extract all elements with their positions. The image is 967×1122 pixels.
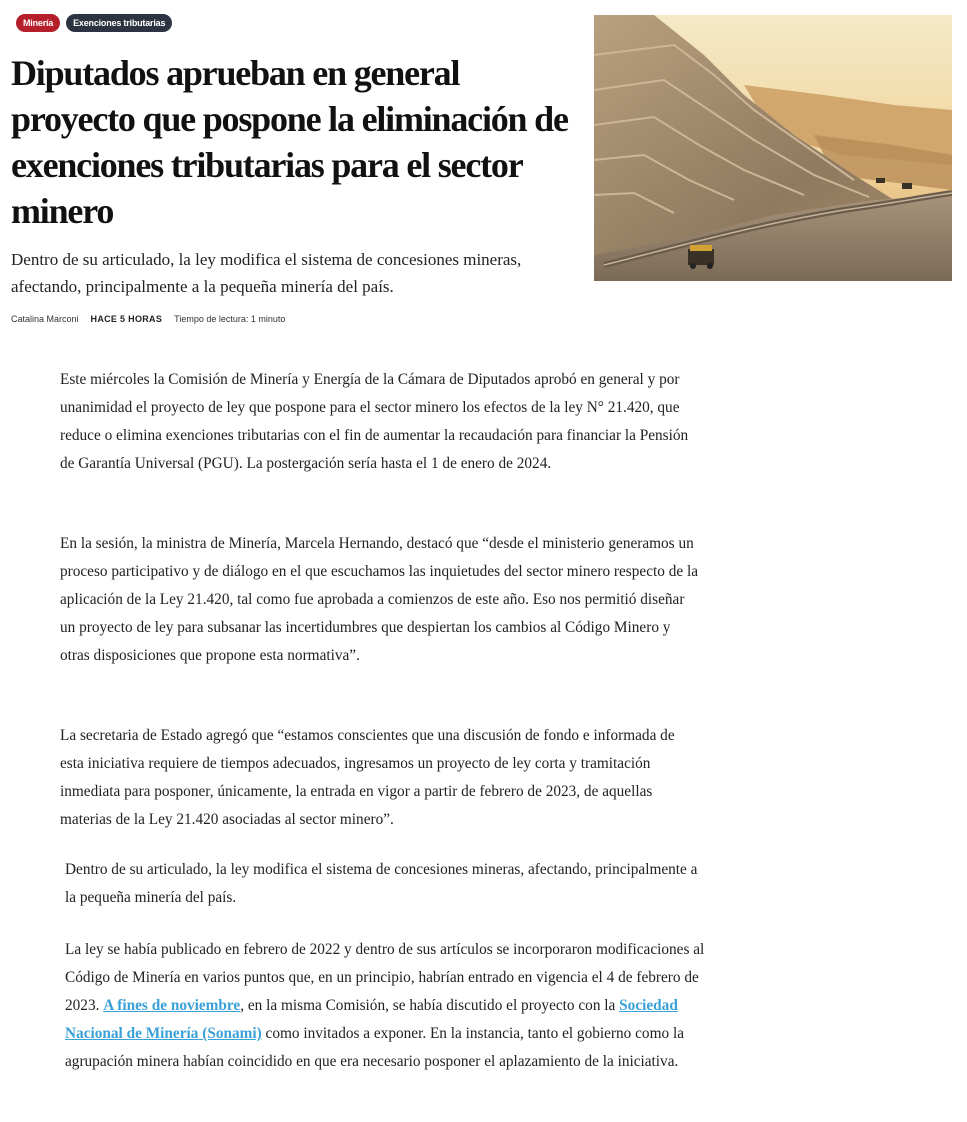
hero-image [594, 15, 952, 281]
open-pit-mine-photo-icon [594, 15, 952, 281]
reading-time: Tiempo de lectura: 1 minuto [174, 314, 286, 324]
paragraph-5-text-a: La ley se había publicado en febrero de 2022 y dentro de sus artículos se incorporaron modificaciones al Código de Minería en varios puntos que, en un principio, habrían entrado en vigencia el 4 de febrero de 2023. [65, 941, 705, 1014]
paragraph-4: Dentro de su articulado, la ley modifica el sistema de concesiones mineras, afectando, principalmente a la pequeña minería del país. [65, 861, 698, 906]
link-sonami[interactable]: Sociedad Nacional de Minería (Sonami) [65, 997, 678, 1042]
paragraph-3: La secretaria de Estado agregó que “estamos conscientes que una discusión de fondo e informada de esta iniciativa requiere de tiempos adecuados, ingresamos un proyecto de ley corta y tramitación inmediata para posponer, únicamente, la entrada en vigor a partir de febrero de 2023, de aquellas materias de la Ley 21.420 asociadas al sector minero”. [60, 727, 675, 828]
headline: Diputados aprueban en general proyecto que pospone la eliminación de exenciones tributarias para el sector minero [11, 53, 568, 231]
tag-mineria[interactable]: Minería [16, 14, 60, 32]
paragraph-5-text-c: como invitados a exponer. En la instancia, tanto el gobierno como la agrupación minera habían coincidido en que era necesario posponer el aplazamiento de la iniciativa. [65, 1025, 684, 1070]
paragraph-1: Este miércoles la Comisión de Minería y Energía de la Cámara de Diputados aprobó en general y por unanimidad el proyecto de ley que pospone para el sector minero los efectos de la ley N° 21.420, que reduce o elimina exenciones tributarias con el fin de aumentar la recaudación para financiar la Pensión de Garantía Universal (PGU). La postergación sería hasta el 1 de enero de 2024. [60, 371, 689, 472]
category-tags [16, 14, 172, 32]
lede: Dentro de su articulado, la ley modifica el sistema de concesiones mineras, afectando, principalmente a la pequeña minería del país. [11, 250, 522, 296]
link-fines-de-noviembre[interactable]: A fines de noviembre [103, 997, 241, 1014]
author-name[interactable]: Catalina Marconi [11, 314, 79, 324]
paragraph-2: En la sesión, la ministra de Minería, Marcela Hernando, destacó que “desde el ministerio generamos un proceso participativo y de diálogo en el que escuchamos las inquietudes del sector minero respecto de la aplicación de la Ley 21.420, tal como fue aprobada a comienzos de este año. Eso nos permitió diseñar un proyecto de ley para subsanar las incertidumbres que despiertan los cambios al Código Minero y otras disposiciones que propone esta normativa”. [60, 535, 699, 664]
time-ago: HACE 5 HORAS [90, 314, 163, 324]
byline [11, 314, 285, 324]
paragraph-5-text-b: , en la misma Comisión, se había discutido el proyecto con la [240, 997, 620, 1014]
paragraph-5 [65, 936, 705, 1076]
tag-exenciones[interactable]: Exenciones tributarias [66, 14, 172, 32]
